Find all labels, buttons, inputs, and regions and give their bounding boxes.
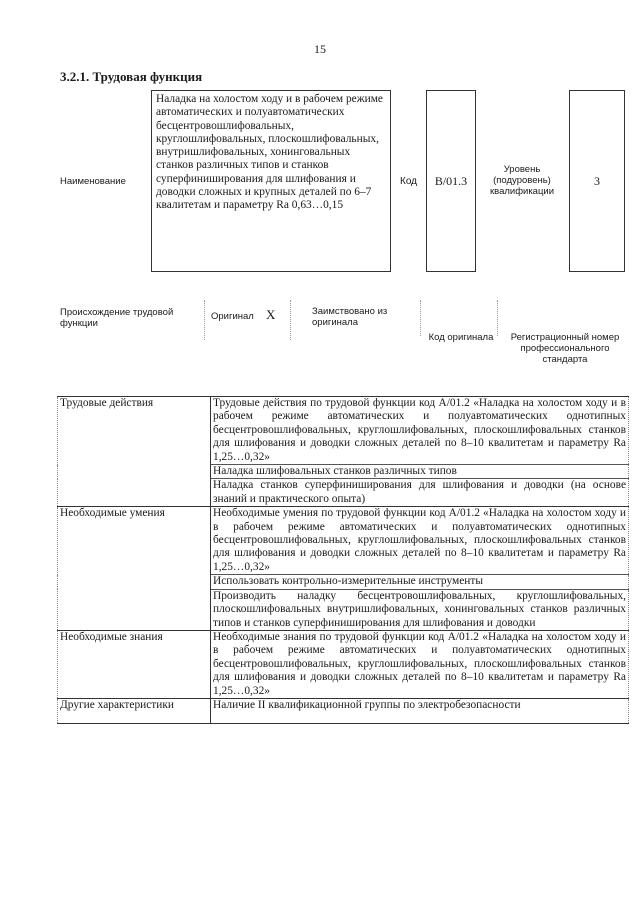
row-label-other: Другие характеристики	[58, 698, 211, 723]
origin-divider-4	[497, 300, 498, 336]
origin-label: Происхождение трудовой функции	[60, 307, 174, 329]
row-item: Использовать контрольно-измерительные инструменты	[211, 575, 629, 589]
level-box	[569, 90, 625, 272]
original-label: Оригинал	[211, 311, 254, 322]
level-value: 3	[594, 173, 600, 188]
row-item: Трудовые действия по трудовой функции код A/01.2 «Наладка на холостом ходу и в рабочем режиме автоматических и полуавтоматических однотипных бесцентровошлифовальных, круглошлифовальных, плоскошлифовальных станков для шлифования и доводки сложных деталей по 8–10 квалитетам и параметру Ra 1,25…0,32»	[211, 397, 629, 465]
section-title: 3.2.1. Трудовая функция	[60, 69, 203, 84]
row-item: Необходимые умения по трудовой функции код A/01.2 «Наладка на холостом ходу и в рабочем режиме автоматических и полуавтоматических однотипных бесцентровошлифовальных, круглошлифовальных, плоскошлифовальных станков для шлифования и доводки сложных деталей по 8–10 квалитетам и параметру Ra 1,25…0,32»	[211, 507, 629, 575]
function-details-table	[57, 396, 629, 724]
row-item: Наладка шлифовальных станков различных типов	[211, 465, 629, 479]
row-item: Необходимые знания по трудовой функции код A/01.2 «Наладка на холостом ходу и в рабочем режиме автоматических и полуавтоматических однотипных бесцентровошлифовальных, круглошлифовальных, плоскошлифовальных станков для шлифования и доводки сложных деталей по 8–10 квалитетам и параметру Ra 1,25…0,32»	[211, 630, 629, 698]
table-row	[58, 630, 629, 698]
reg-number-label: Регистрационный номер профессионального стандарта	[510, 332, 620, 365]
page-number: 15	[314, 42, 326, 56]
row-label-actions: Трудовые действия	[58, 397, 211, 507]
row-label-skills: Необходимые умения	[58, 507, 211, 631]
origin-divider-1	[204, 300, 205, 340]
name-label: Наименование	[60, 176, 126, 187]
row-item: Наличие II квалификационной группы по электробезопасности	[211, 698, 629, 723]
origin-divider-2	[290, 300, 291, 340]
code-original-label: Код оригинала	[428, 332, 494, 343]
level-label: Уровень (подуровень) квалификации	[489, 164, 555, 197]
borrowed-label: Заимствовано из оригинала	[312, 306, 388, 328]
code-value: B/01.3	[434, 173, 468, 188]
function-name-text: Наладка на холостом ходу и в рабочем режиме автоматических и полуавтоматических бесцентровошлифовальных, круглошлифовальных, плоскошлифовальных, внутришлифовальных, хонинговальных станков различных типов и станков суперфиниширования для шлифования и доводки сложных и крупных деталей по 6–7 квалитетам и параметру Ra 0,63…0,15	[156, 93, 383, 212]
code-label: Код	[400, 176, 418, 187]
row-item: Производить наладку бесцентровошлифовальных, круглошлифовальных, плоскошлифовальных внутришлифовальных, хонинговальных станков различных типов и станков суперфиниширования для шлифования и доводки	[211, 589, 629, 630]
function-name-box	[151, 90, 391, 272]
row-item: Наладка станков суперфиниширования для шлифования и доводки (на основе знаний и практического опыта)	[211, 479, 629, 507]
row-label-knowledge: Необходимые знания	[58, 630, 211, 698]
origin-divider-3	[420, 300, 421, 336]
table-row	[58, 397, 629, 465]
table-row	[58, 507, 629, 575]
code-box	[426, 90, 476, 272]
original-mark: X	[266, 307, 276, 322]
table-row	[58, 698, 629, 723]
